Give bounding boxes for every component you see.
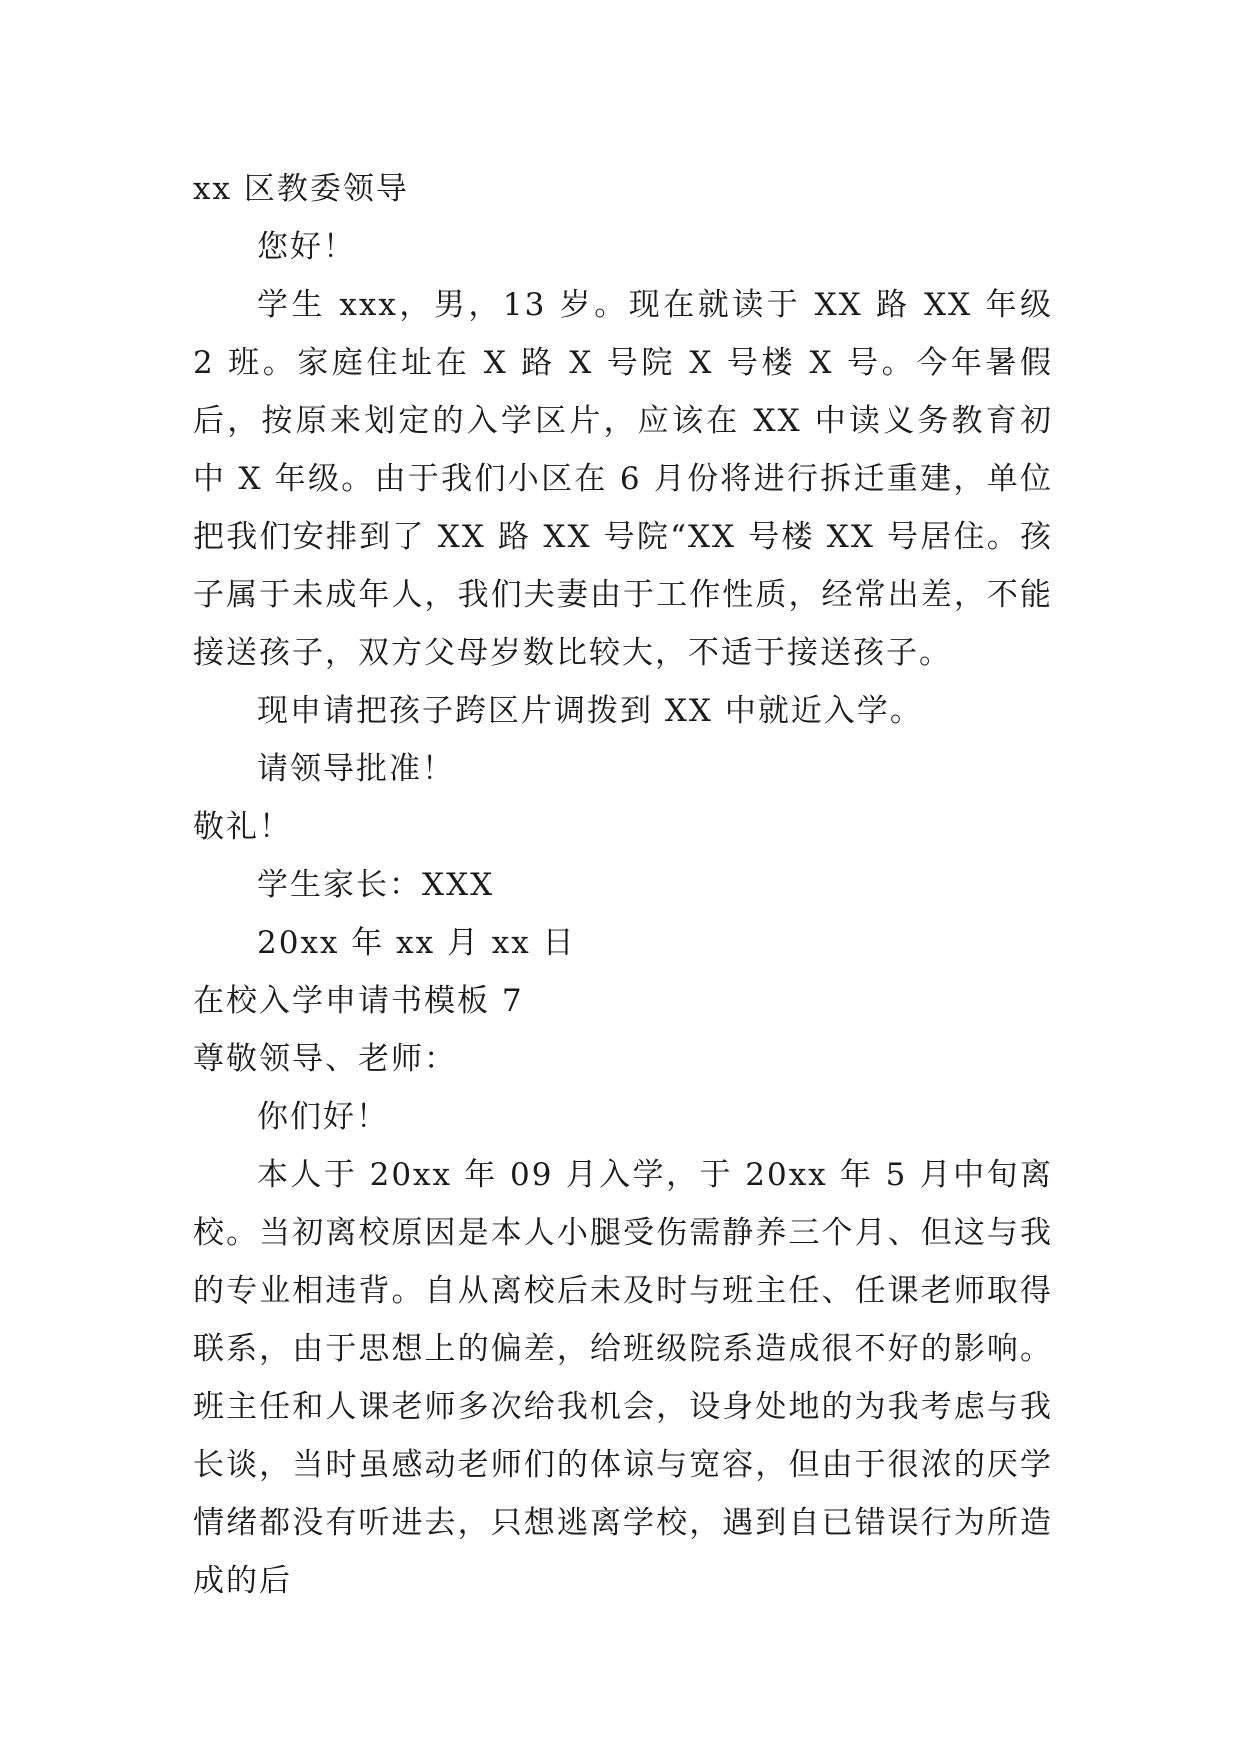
letter1-request: 现申请把孩子跨区片调拨到 XX 中就近入学。: [257, 693, 923, 729]
letter2-greeting: 你们好！: [257, 1099, 389, 1135]
letter1-greeting: 您好！: [257, 229, 356, 265]
letter1-body-paragraph: 学生 xxx，男，13 岁。现在就读于 XX 路 XX 年级 2 班。家庭住址在 X 路 X 号院 X 号楼 X 号。今年暑假后，按原来划定的入学区片，应该在 XX 中读义务教育初中 X 年级。由于我们小区在 6 月份将进行拆迁重建，单位把我们安排到了 XX 路 XX 号院“XX 号楼 XX 号居住。孩子属于未成年人，我们夫妻由于工作性质，经常出差，不能接送孩子，双方父母岁数比较大，不适于接送孩子。: [193, 287, 1053, 671]
letter1-signature: 学生家长：XXX: [257, 867, 495, 903]
letter1-recipient: xx 区教委领导: [193, 171, 409, 207]
section-title: 在校入学申请书模板 7: [193, 983, 524, 1019]
letter1-closing: 敬礼！: [193, 809, 292, 845]
letter1-approval: 请领导批准！: [257, 751, 455, 787]
document-content: [193, 160, 1053, 1610]
letter2-recipient: 尊敬领导、老师：: [193, 1041, 457, 1077]
letter1-date: 20xx 年 xx 月 xx 日: [257, 925, 576, 961]
letter2-body-paragraph: 本人于 20xx 年 09 月入学，于 20xx 年 5 月中旬离校。当初离校原因是本人小腿受伤需静养三个月、但这与我的专业相违背。自从离校后未及时与班主任、任课老师取得联系，由于思想上的偏差，给班级院系造成很不好的影响。班主任和人课老师多次给我机会，设身处地的为我考虑与我长谈，当时虽感动老师们的体谅与宽容，但由于很浓的厌学情绪都没有听进去，只想逃离学校，遇到自已错误行为所造成的后: [193, 1157, 1053, 1599]
